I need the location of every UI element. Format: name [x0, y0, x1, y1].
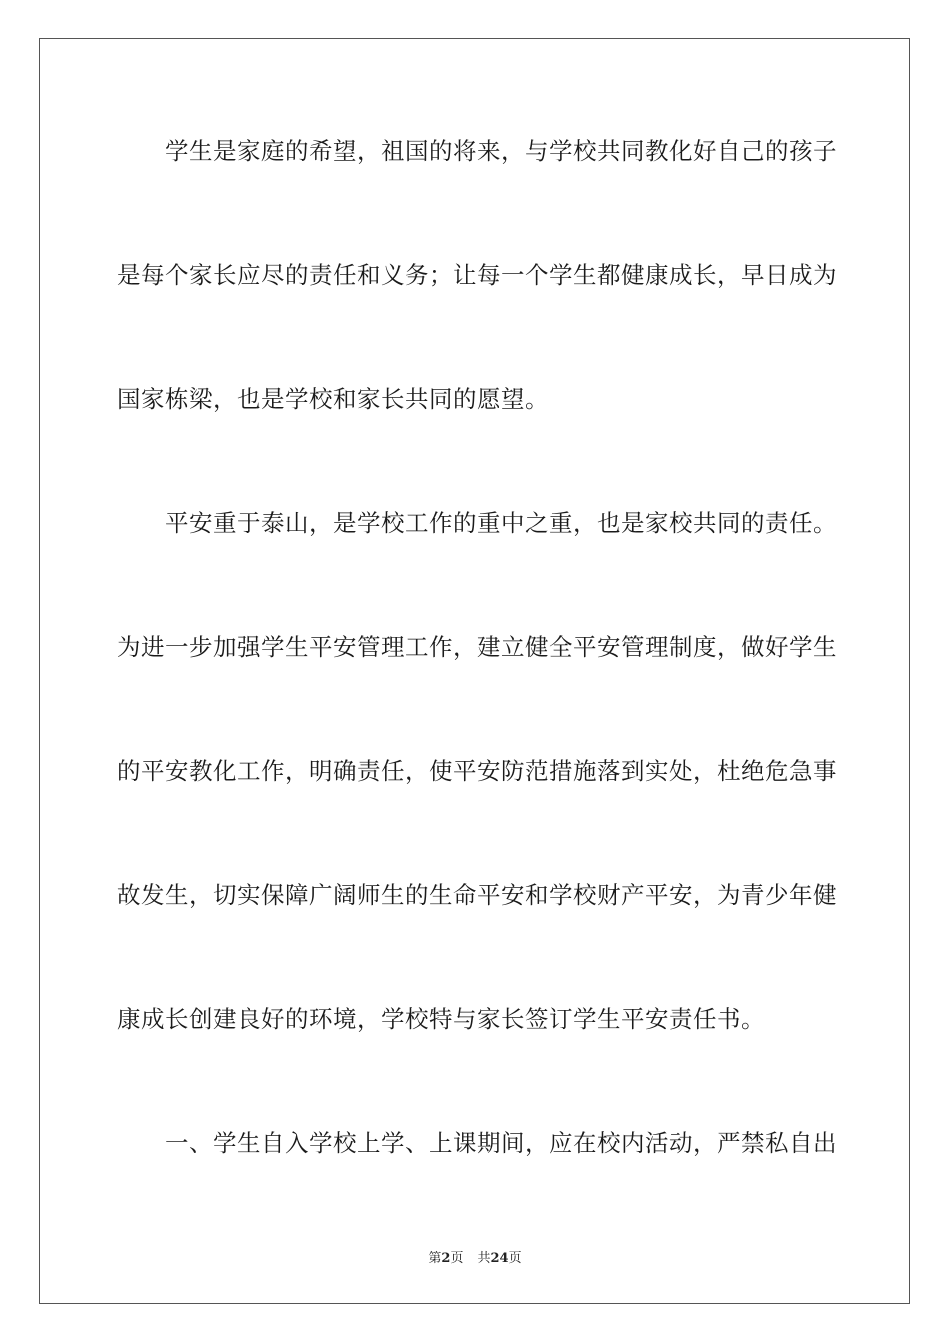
page-border	[39, 38, 910, 1304]
page-number: 2	[441, 1251, 451, 1266]
total-prefix: 共	[477, 1251, 491, 1266]
paragraph-line: 是每个家长应尽的责任和义务；让每一个学生都健康成长，早日成为	[117, 261, 837, 289]
paragraph-line: 故发生，切实保障广阔师生的生命平安和学校财产平安，为青少年健	[117, 881, 837, 909]
paragraph-line: 为进一步加强学生平安管理工作，建立健全平安管理制度，做好学生	[117, 633, 837, 661]
paragraph-line: 的平安教化工作，明确责任，使平安防范措施落到实处，杜绝危急事	[117, 757, 837, 785]
total-suffix: 页	[508, 1251, 522, 1266]
total-pages: 24	[490, 1251, 509, 1266]
page-suffix: 页	[450, 1251, 464, 1266]
page-footer	[0, 1247, 950, 1266]
paragraph-line: 国家栋梁，也是学校和家长共同的愿望。	[117, 385, 549, 413]
paragraph-line: 康成长创建良好的环境，学校特与家长签订学生平安责任书。	[117, 1005, 765, 1033]
paragraph-line: 平安重于泰山，是学校工作的重中之重，也是家校共同的责任。	[165, 509, 837, 537]
paragraph-line: 一、学生自入学校上学、上课期间，应在校内活动，严禁私自出	[165, 1129, 837, 1157]
paragraph-line: 学生是家庭的希望，祖国的将来，与学校共同教化好自己的孩子	[165, 137, 837, 165]
page-prefix: 第	[428, 1251, 442, 1266]
